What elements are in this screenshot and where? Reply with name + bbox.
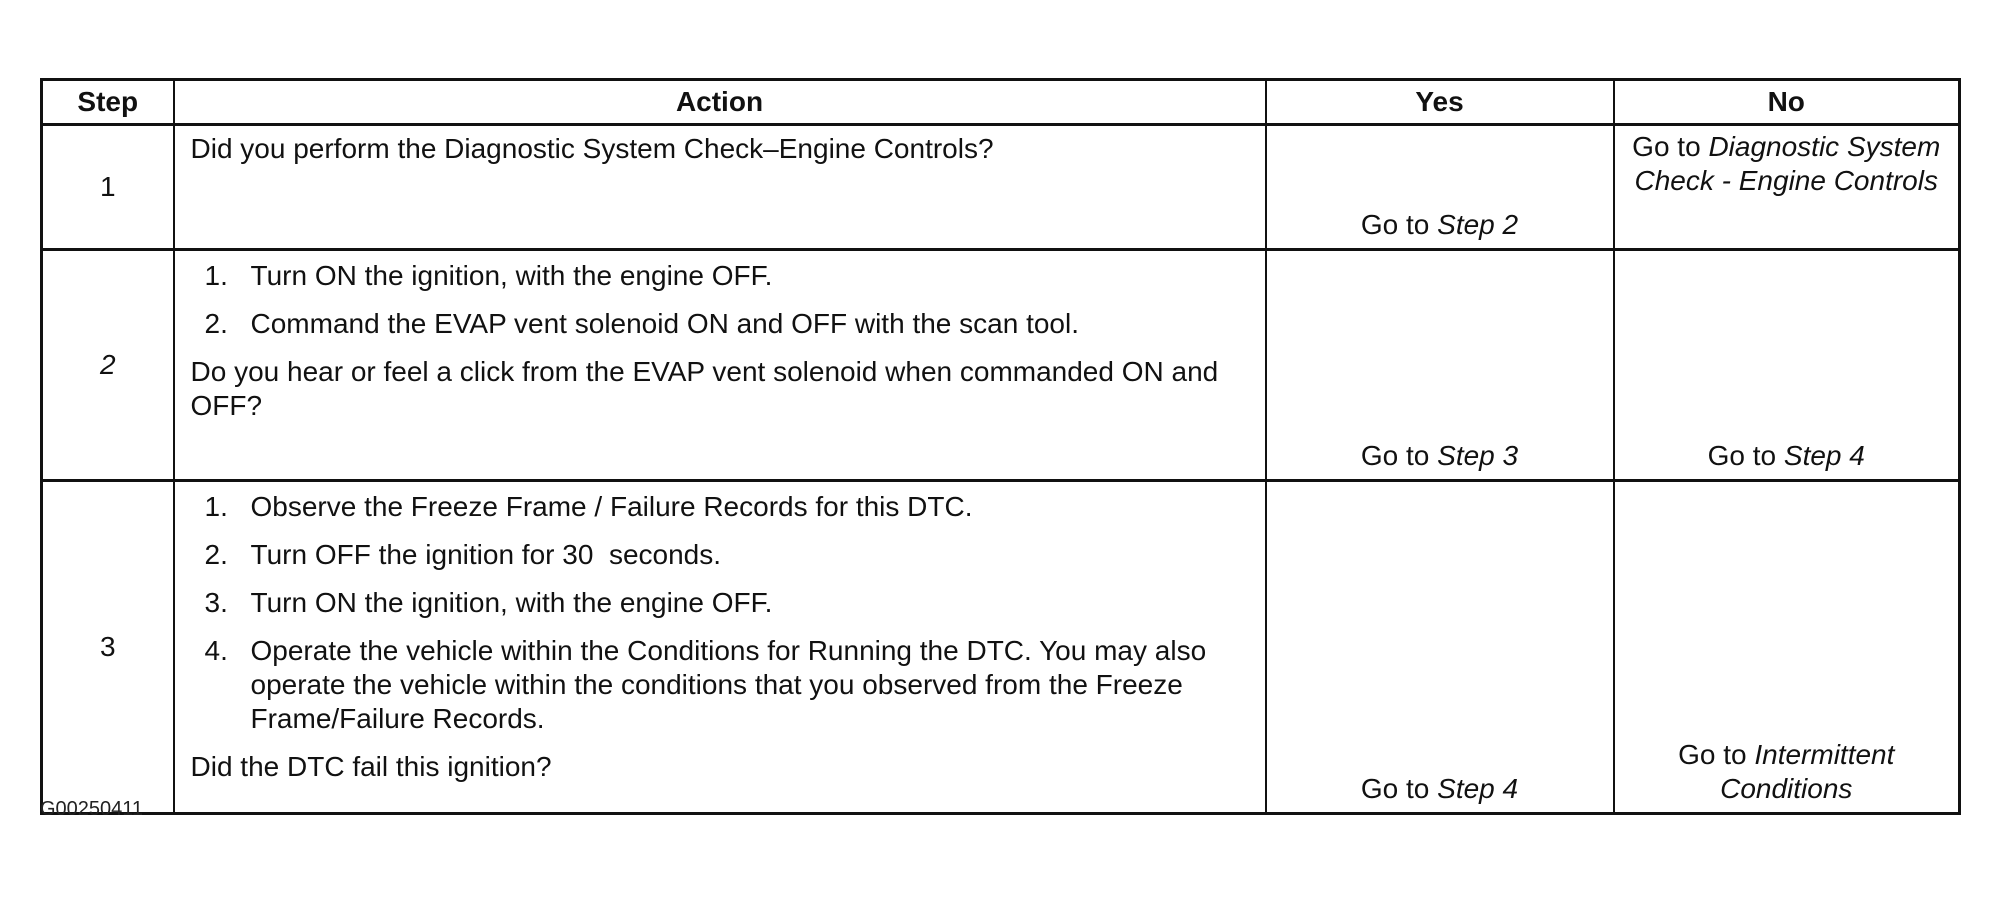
list-item (204, 490, 1253, 524)
action-cell (174, 250, 1266, 481)
diagnostic-table (40, 78, 1961, 815)
list-item-number: 3. (204, 587, 228, 618)
list-item-number: 2. (204, 539, 228, 570)
diagnostic-table-container (40, 78, 1958, 815)
no-cell (1614, 125, 1960, 250)
header-no: No (1614, 80, 1960, 125)
list-item (204, 634, 1253, 736)
action-steps-list (191, 490, 1253, 736)
header-row (42, 80, 1960, 125)
list-item-number: 2. (204, 308, 228, 339)
action-cell (174, 481, 1266, 814)
list-item-text: Turn OFF the ignition for 30 seconds. (250, 539, 722, 570)
table-row (42, 250, 1960, 481)
yes-step-link[interactable]: Step 3 (1437, 440, 1519, 471)
header-step: Step (42, 80, 174, 125)
action-question: Do you hear or feel a click from the EVAP vent solenoid when commanded ON and OFF? (190, 356, 1219, 421)
no-cell (1614, 481, 1960, 814)
no-prefix: Go to (1632, 131, 1709, 162)
no-prefix: Go to (1707, 440, 1784, 471)
action-question: Did you perform the Diagnostic System Check–Engine Controls? (190, 133, 994, 164)
list-item (204, 538, 1253, 572)
yes-cell (1266, 481, 1614, 814)
list-item-text: Operate the vehicle within the Conditions for Running the DTC. You may also operate the vehicle within the conditions that you observed from the Freeze Frame/Failure Records. (250, 635, 1207, 734)
no-intermittent-link[interactable]: Intermittent Conditions (1720, 739, 1895, 804)
no-cell (1614, 250, 1960, 481)
list-item-number: 1. (204, 260, 228, 291)
yes-prefix: Go to (1360, 209, 1438, 240)
action-cell (174, 125, 1266, 250)
table-row (42, 125, 1960, 250)
list-item-number: 1. (204, 491, 228, 522)
header-action: Action (174, 80, 1266, 125)
yes-step-link[interactable]: Step 2 (1437, 209, 1519, 240)
step-number: 3 (42, 481, 174, 814)
list-item-text: Observe the Freeze Frame / Failure Records for this DTC. (250, 491, 973, 522)
table-row (42, 481, 1960, 814)
yes-step-link[interactable]: Step 4 (1437, 773, 1519, 804)
list-item-text: Command the EVAP vent solenoid ON and OFF with the scan tool. (250, 308, 1079, 339)
yes-prefix: Go to (1360, 440, 1438, 471)
step-number: 2 (42, 250, 174, 481)
list-item (204, 586, 1253, 620)
figure-id: G00250411 (40, 798, 144, 820)
action-question: Did the DTC fail this ignition? (190, 751, 552, 782)
no-step-link[interactable]: Step 4 (1783, 440, 1865, 471)
yes-prefix: Go to (1360, 773, 1438, 804)
step-number: 1 (42, 125, 174, 250)
list-item-text: Turn ON the ignition, with the engine OFF. (250, 587, 773, 618)
action-steps-list (191, 259, 1253, 341)
list-item (204, 307, 1253, 341)
header-yes: Yes (1266, 80, 1614, 125)
list-item (204, 259, 1253, 293)
no-diagnostic-link[interactable]: Diagnostic System Check - Engine Controls (1634, 131, 1941, 196)
no-prefix: Go to (1678, 739, 1755, 770)
list-item-text: Turn ON the ignition, with the engine OFF. (250, 260, 773, 291)
yes-cell (1266, 250, 1614, 481)
yes-cell (1266, 125, 1614, 250)
list-item-number: 4. (204, 635, 228, 666)
